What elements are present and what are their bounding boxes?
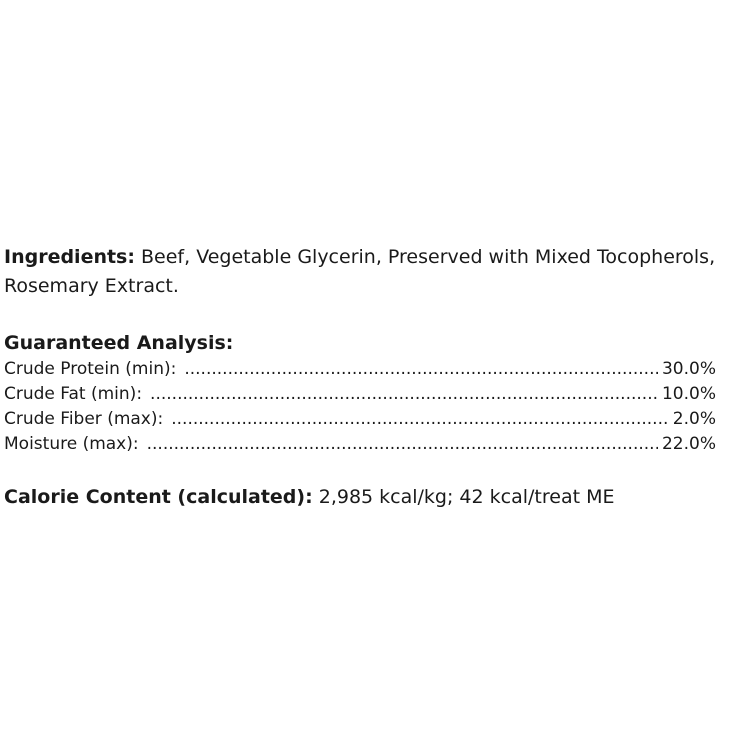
ingredients-text: Beef, Vegetable Glycerin, Preserved with Mixed Tocopherols, Rosemary Extract. [4, 246, 716, 297]
dot-leader [171, 407, 669, 432]
dot-leader [150, 382, 658, 407]
analysis-row-value: 10.0% [661, 384, 716, 404]
analysis-row-crude-fat [4, 382, 716, 407]
analysis-row-value: 22.0% [661, 434, 716, 454]
analysis-row-value: 2.0% [672, 409, 716, 429]
analysis-row-crude-fiber [4, 407, 716, 432]
analysis-row-label: Crude Fat (min): [4, 384, 143, 404]
dot-leader [184, 357, 658, 382]
analysis-title: Guaranteed Analysis: [4, 332, 234, 354]
analysis-row-label: Crude Protein (min): [4, 359, 177, 379]
analysis-row-value: 30.0% [661, 359, 716, 379]
analysis-row-label: Moisture (max): [4, 434, 139, 454]
analysis-row-moisture [4, 432, 716, 457]
calorie-text: 2,985 kcal/kg; 42 kcal/treat ME [312, 486, 615, 508]
guaranteed-analysis [4, 330, 716, 457]
calorie-label: Calorie Content (calculated): [4, 486, 313, 508]
nutrition-label [4, 243, 716, 531]
dot-leader [147, 432, 658, 457]
calorie-content [4, 483, 716, 512]
analysis-row-label: Crude Fiber (max): [4, 409, 164, 429]
ingredients-label: Ingredients: [4, 246, 135, 268]
ingredients-statement [4, 243, 716, 301]
analysis-row-crude-protein [4, 357, 716, 382]
